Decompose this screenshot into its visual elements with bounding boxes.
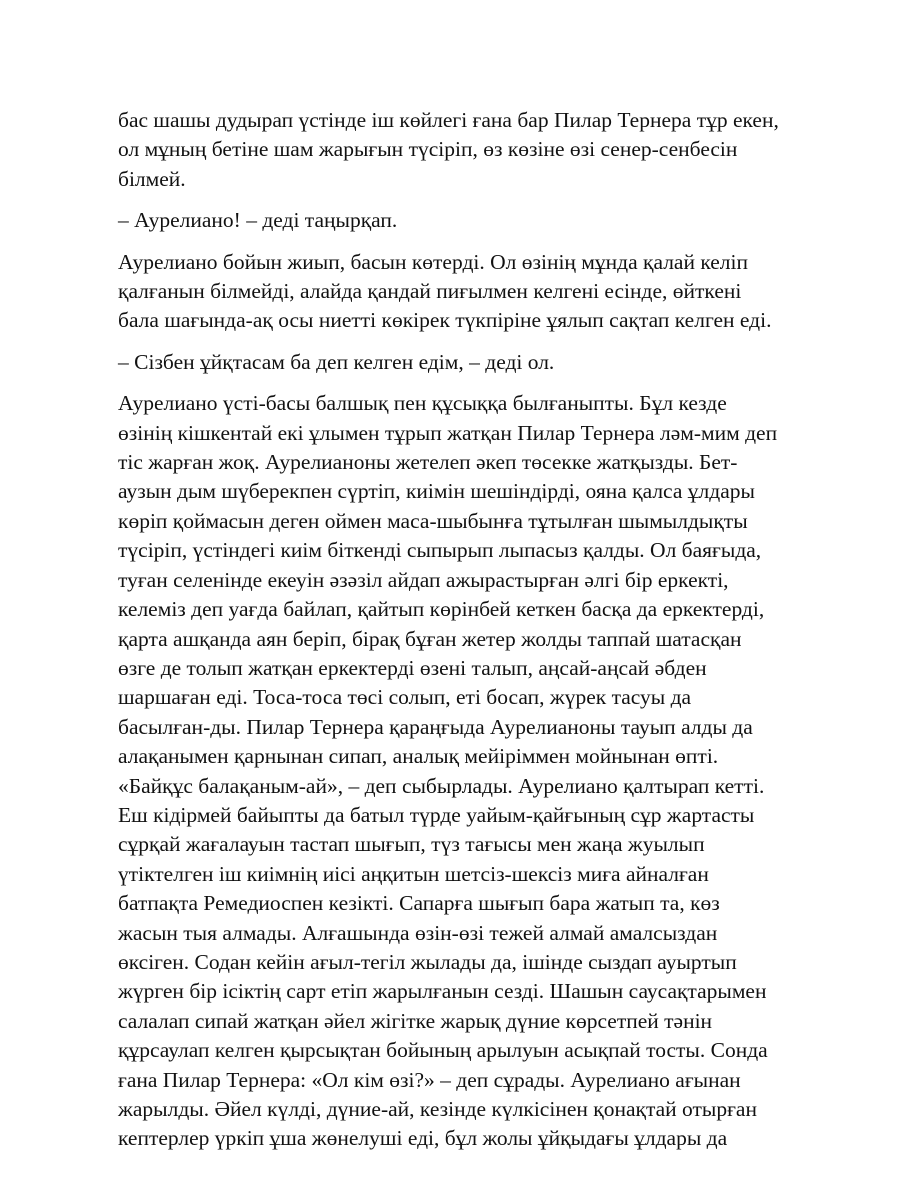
text-line: ғана Пилар Тернера: «Ол кім өзі?» – деп сұрады. Аурелиано ағынан — [118, 1067, 741, 1092]
text-line: өзге де толып жатқан еркектерді өзені талып, аңсай-аңсай әбден — [118, 655, 707, 680]
paragraph — [118, 348, 808, 377]
text-line: жасын тыя алмады. Алғашында өзін-өзі тежей алмай амалсыздан — [118, 920, 718, 945]
text-line: салалап сипай жатқан әйел жігітке жарық дүние көрсетпей тәнін — [118, 1008, 713, 1033]
text-line: түсіріп, үстіндегі киім біткенді сыпырып лыпасыз қалды. Ол баяғыда, — [118, 538, 762, 563]
paragraph — [118, 206, 808, 235]
text-line: көріп қоймасын деген оймен маса-шыбынға тұтылған шымылдықты — [118, 508, 748, 533]
paragraph — [118, 248, 808, 336]
text-line: алақанымен қарнынан сипап, аналық мейіріммен мойнынан өпті. — [118, 744, 719, 769]
text-line: «Байқұс балақаным-ай», – деп сыбырлады. Аурелиано қалтырап кетті. — [118, 773, 765, 798]
text-line: өзінің кішкентай екі ұлымен тұрып жатқан Пилар Тернера ләм-мим деп — [118, 420, 778, 445]
text-line: жүрген бір ісіктің сарт етіп жарылғанын сезді. Шашын саусақтарымен — [118, 979, 767, 1004]
text-line: келеміз деп уағда байлап, қайтып көрінбей кеткен басқа да еркектерді, — [118, 597, 765, 622]
paragraph — [118, 389, 808, 1154]
text-line: білмей. — [118, 166, 186, 191]
text-line: үтіктелген іш киімнің иісі аңқитын шетсіз-шексіз миға айналған — [118, 861, 709, 886]
text-line: шаршаған еді. Тоса-тоса төсі солып, еті босап, жүрек тасуы да — [118, 685, 692, 710]
text-line: ол мұның бетіне шам жарығын түсіріп, өз көзіне өзі сенер-сенбесін — [118, 137, 738, 162]
text-line: кептерлер үркіп ұша жөнелуші еді, бұл жолы ұйқыдағы ұлдары да — [118, 1126, 728, 1151]
text-line: туған селенінде екеуін әзәзіл айдап ажырастырған әлгі бір еркекті, — [118, 567, 729, 592]
text-line: бас шашы дудырап үстінде іш көйлегі ғана бар Пилар Тернера тұр екен, — [118, 108, 779, 132]
text-line: – Сізбен ұйқтасам ба деп келген едім, – деді ол. — [118, 349, 555, 374]
text-line: өксіген. Содан кейін ағыл-тегіл жылады да, ішінде сыздап ауыртып — [118, 949, 737, 974]
text-line: жарылды. Әйел күлді, дүние-ай, кезінде күлкісінен қонақтай отырған — [118, 1097, 757, 1121]
text-line: құрсаулап келген қырсықтан бойының арылуын асықпай тосты. Сонда — [118, 1038, 768, 1063]
text-line: аузын дым шүберекпен сүртіп, киімін шешіндірді, ояна қалса ұлдары — [118, 479, 755, 504]
text-line: тіс жарған жоқ. Аурелианоны жетелеп әкеп төсекке жатқызды. Бет- — [118, 450, 738, 475]
text-line: – Аурелиано! – деді таңырқап. — [118, 208, 398, 233]
text-line: бала шағында-ақ осы ниетті көкірек түкпіріне ұялып сақтап келген еді. — [118, 308, 772, 333]
document-page — [118, 106, 808, 1166]
text-line: сұрқай жағалауын тастап шығып, түз тағысы мен жаңа жуылып — [118, 832, 705, 857]
text-line: қарта ашқанда аян беріп, бірақ бұған жетер жолды таппай шатасқан — [118, 626, 742, 651]
paragraph — [118, 106, 808, 194]
text-line: батпақта Ремедиоспен кезікті. Сапарға шығып бара жатып та, көз — [118, 891, 720, 916]
text-line: Аурелиано үсті-басы балшық пен құсыққа былғаныпты. Бұл кезде — [118, 391, 727, 416]
text-line: Еш кідірмей байыпты да батыл түрде уайым-қайғының сұр жартасты — [118, 802, 755, 827]
text-line: Аурелиано бойын жиып, басын көтерді. Ол өзінің мұнда қалай келіп — [118, 249, 749, 274]
text-line: басылған-ды. Пилар Тернера қараңғыда Аурелианоны тауып алды да — [118, 714, 753, 739]
text-line: қалғанын білмейді, алайда қандай пиғылмен келгені есінде, өйткені — [118, 279, 742, 304]
